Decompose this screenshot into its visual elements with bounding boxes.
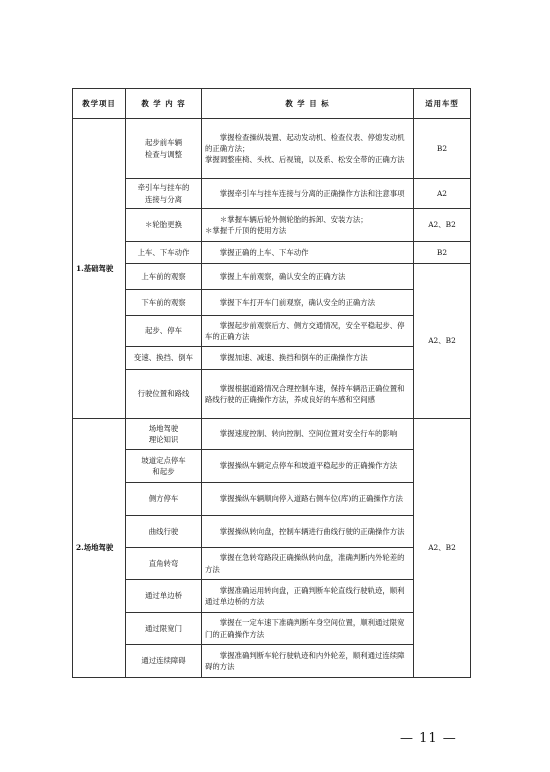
header-vehicle: 适用车型	[414, 89, 471, 119]
goal-cell: 掌握起步前观察后方、侧方交通情况，安全平稳起步、停车的正确方法	[202, 316, 414, 347]
goal-cell: 掌握下车打开车门前观察，确认安全的正确方法	[202, 290, 414, 316]
table-row	[73, 548, 471, 580]
content-cell: 通过限宽门	[126, 613, 202, 645]
table-row	[73, 179, 471, 209]
content-cell: 行驶位置和路线	[126, 370, 202, 419]
content-cell: 起步、停车	[126, 316, 202, 347]
project-cell-basic: 1.基础驾驶	[73, 119, 126, 419]
content-cell: 上车前的观察	[126, 264, 202, 290]
goal-cell: 掌握上车前观察，确认安全的正确方法	[202, 264, 414, 290]
content-cell: 通过单边桥	[126, 580, 202, 613]
content-cell: 变速、换挡、倒车	[126, 347, 202, 370]
table-row	[73, 483, 471, 516]
goal-cell: 掌握准确判断车轮行驶轨迹和内外轮差，顺利通过连续障碍的方法	[202, 645, 414, 678]
content-cell: ＊轮胎更换	[126, 209, 202, 242]
table-row	[73, 419, 471, 450]
goal-cell: 掌握操纵车辆顺向停入道路右侧车位(库)的正确操作方法	[202, 483, 414, 516]
content-cell: 下车前的观察	[126, 290, 202, 316]
goal-cell: 掌握正确的上车、下车动作	[202, 242, 414, 264]
content-cell: 通过连续障碍	[126, 645, 202, 678]
table-row	[73, 347, 471, 370]
table-row	[73, 242, 471, 264]
content-cell: 牵引车与挂车的 连接与分离	[126, 179, 202, 209]
goal-cell: 掌握操纵车辆定点停车和坡道平稳起步的正确操作方法	[202, 450, 414, 483]
goal-cell: 掌握牵引车与挂车连接与分离的正确操作方法和注意事项	[202, 179, 414, 209]
header-goal: 教 学 目 标	[202, 89, 414, 119]
vehicle-cell: B2	[414, 242, 471, 264]
header-project: 教学项目	[73, 89, 126, 119]
goal-cell: 掌握速度控制、转向控制、空间位置对安全行车的影响	[202, 419, 414, 450]
vehicle-cell: B2	[414, 119, 471, 179]
goal-cell: 掌握操纵转向盘，控制车辆进行曲线行驶的正确操作方法	[202, 516, 414, 548]
goal-cell: 掌握根据道路情况合理控制车速，保持车辆沿正确位置和路线行驶的正确操作方法，养成良好的车感和空间感	[202, 370, 414, 419]
project-cell-field: 2.场地驾驶	[73, 419, 126, 678]
content-cell: 侧方停车	[126, 483, 202, 516]
table-row	[73, 264, 471, 290]
vehicle-cell: A2、B2	[414, 209, 471, 242]
table-row	[73, 370, 471, 419]
content-cell: 曲线行驶	[126, 516, 202, 548]
content-cell: 坡道定点停车 和起步	[126, 450, 202, 483]
table-row	[73, 516, 471, 548]
content-cell: 直角转弯	[126, 548, 202, 580]
goal-cell: ＊掌握车辆后轮外侧轮胎的拆卸、安装方法； ＊掌握千斤顶的使用方法	[202, 209, 414, 242]
goal-cell: 掌握检查操纵装置、起动发动机、检查仪表、停熄发动机的正确方法； 掌握调整座椅、头枕、后视镜，以及系、松安全带的正确方法	[202, 119, 414, 179]
content-cell: 场地驾驶 理论知识	[126, 419, 202, 450]
vehicle-cell: A2	[414, 179, 471, 209]
header-content: 教 学 内 容	[126, 89, 202, 119]
table-row	[73, 645, 471, 678]
content-cell: 上车、下车动作	[126, 242, 202, 264]
page-number: — 11 —	[400, 731, 457, 746]
vehicle-cell-merged: A2、B2	[414, 264, 471, 419]
table-row	[73, 290, 471, 316]
goal-cell: 掌握在急转弯路段正确操纵转向盘，准确判断内外轮差的方法	[202, 548, 414, 580]
table-row	[73, 119, 471, 179]
table-row	[73, 316, 471, 347]
table-row	[73, 209, 471, 242]
table-row	[73, 580, 471, 613]
goal-cell: 掌握在一定车速下准确判断车身空间位置，顺利通过限宽门的正确操作方法	[202, 613, 414, 645]
table-row	[73, 613, 471, 645]
goal-cell: 掌握加速、减速、换挡和倒车的正确操作方法	[202, 347, 414, 370]
table-header-row	[73, 89, 471, 119]
content-cell: 起步前车辆 检查与调整	[126, 119, 202, 179]
curriculum-table	[72, 88, 471, 678]
goal-cell: 掌握准确运用转向盘，正确判断车轮直线行驶轨迹，顺利通过单边桥的方法	[202, 580, 414, 613]
vehicle-cell-merged: A2、B2	[414, 419, 471, 678]
table-row	[73, 450, 471, 483]
